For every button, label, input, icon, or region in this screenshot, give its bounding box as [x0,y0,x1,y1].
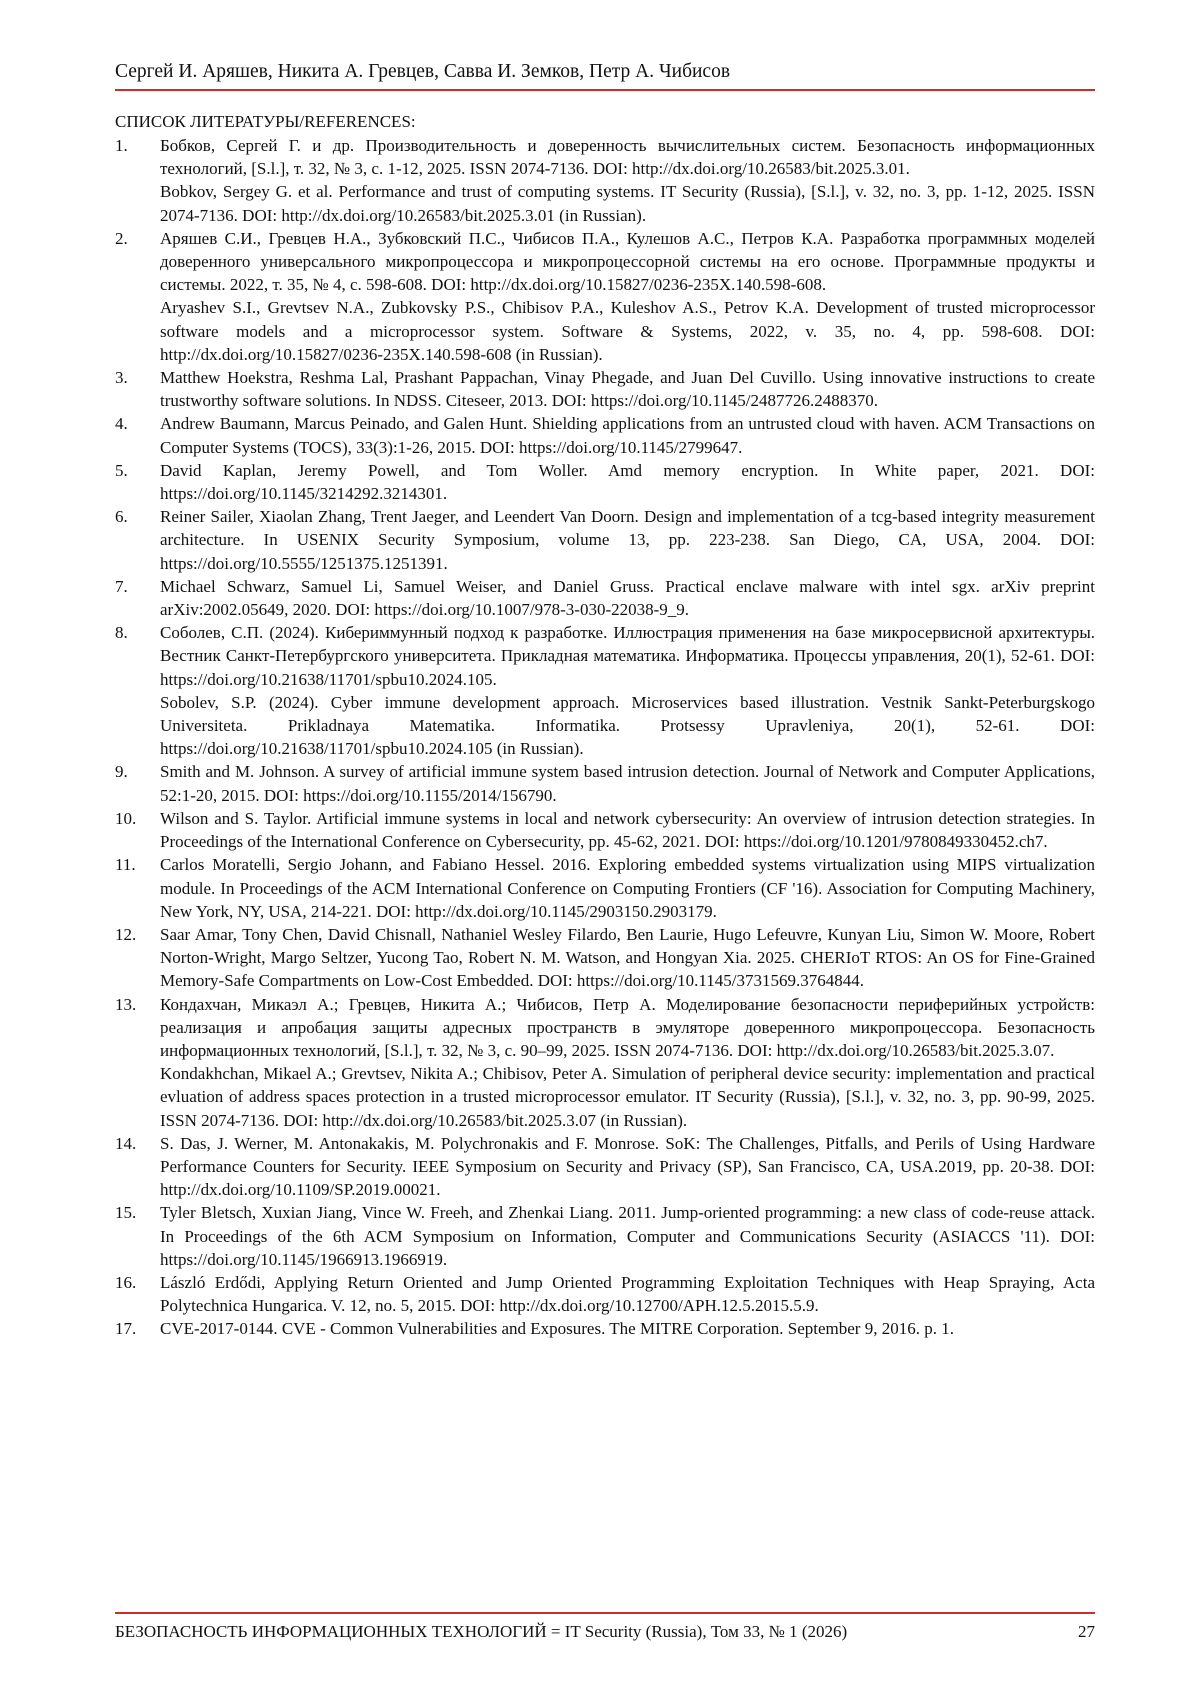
reference-number: 7. [115,576,128,596]
reference-text: Tyler Bletsch, Xuxian Jiang, Vince W. Freeh, and Zhenkai Liang. 2011. Jump-oriented programming: a new class of code-reuse attack. In Proceedings of the 6th ACM Symposium on Information, Computer and Communications Security (ASIACCS '11). DOI: https://doi.org/10.1145/1966913.1966919. [160,1203,1095,1269]
reference-text: Аряшев С.И., Гревцев Н.А., Зубковский П.С., Чибисов П.А., Кулешов А.С., Петров К.А. Разработка программных моделей доверенного универсального микропроцессора и микропроцессорной системы на его основе. Программные продукты и системы. 2022, т. 35, № 4, с. 598-608. DOI: http://dx.doi.org/10.15827/0236-235X.140.598-608. [160,228,1095,295]
header-authors: Сергей И. Аряшев, Никита А. Гревцев, Савва И. Земков, Петр А. Чибисов [115,61,731,82]
reference-item [115,575,1095,621]
page-number: 27 [1078,1622,1095,1641]
reference-number: 6. [115,507,128,527]
reference-text: Carlos Moratelli, Sergio Johann, and Fabiano Hessel. 2016. Exploring embedded systems virtualization using MIPS virtualization module. In Proceedings of the ACM International Conference on Computing Frontiers (CF '16). Association for Computing Machinery, New York, NY, USA, 214-221. DOI: http://dx.doi.org/10.1145/2903150.2903179. [160,855,1095,921]
running-footer [115,1620,1095,1644]
reference-item [115,412,1095,458]
reference-text: Reiner Sailer, Xiaolan Zhang, Trent Jaeger, and Leendert Van Doorn. Design and implementation of a tcg-based integrity measurement architecture. In USENIX Security Symposium, volume 13, pp. 223-238. San Diego, CA, USA, 2004. DOI: https://doi.org/10.5555/1251375.1251391. [160,507,1095,573]
reference-text: Wilson and S. Taylor. Artificial immune systems in local and network cybersecurity: An overview of intrusion detection strategies. In Proceedings of the International Conference on Cybersecurity, pp. 45-62, 2021. DOI: https://doi.org/10.1201/9780849330452.ch7. [160,808,1095,852]
reference-item [115,459,1095,505]
reference-number: 10. [115,808,137,828]
running-header [115,60,1095,84]
reference-item [115,807,1095,853]
reference-number: 3. [115,368,128,388]
reference-number: 1. [115,136,128,155]
reference-text: László Erdődi, Applying Return Oriented and Jump Oriented Programming Exploitation Techniques with Heap Spraying, Acta Polytechnica Hungarica. V. 12, no. 5, 2015. DOI: http://dx.doi.org/10.12700/APH.12.5.2015.5.9. [160,1272,1095,1316]
reference-text: Соболев, С.П. (2024). Кибериммунный подход к разработке. Иллюстрация применения на базе микросервисной архитектуры. Вестник Санкт-Петербургского университета. Прикладная математика. Информатика. Процессы управления, 20(1), 52-61. DOI: https://doi.org/10.21638/11701/spbu10.2024.105. [160,623,1095,689]
footer-rule [115,1612,1095,1614]
reference-item [115,1271,1095,1317]
reference-text: Smith and M. Johnson. A survey of artificial immune system based intrusion detection. Journal of Network and Computer Applications, 52:1-20, 2015. DOI: https://doi.org/10.1155/2014/156790. [160,762,1095,805]
reference-item [115,923,1095,993]
reference-translation: Sobolev, S.P. (2024). Cyber immune development approach. Microservices based illustration. Vestnik Sankt-Peterburgskogo Universiteta. Prikladnaya Matematika. Informatika. Protsessy Upravleniya, 20(1), 52-61. DOI: https://doi.org/10.21638/11701/spbu10.2024.105 (in Russian). [160,692,1095,759]
reference-text: S. Das, J. Werner, M. Antonakakis, M. Polychronakis and F. Monrose. SoK: The Challenges, Pitfalls, and Perils of Using Hardware Performance Counters for Security. IEEE Symposium on Security and Privacy (SP), San Francisco, CA, USA.2019, pp. 20-38. DOI: http://dx.doi.org/10.1109/SP.2019.00021. [160,1133,1095,1200]
reference-text: David Kaplan, Jeremy Powell, and Tom Woller. Amd memory encryption. In White paper, 2021. DOI: https://doi.org/10.1145/3214292.3214301. [160,460,1095,504]
references-section [115,110,1095,1341]
reference-item [115,993,1095,1132]
reference-item [115,1132,1095,1202]
reference-number: 17. [115,1319,137,1339]
reference-text: Michael Schwarz, Samuel Li, Samuel Weiser, and Daniel Gruss. Practical enclave malware with intel sgx. arXiv preprint arXiv:2002.05649, 2020. DOI: https://doi.org/10.1007/978-3-030-22038-9_9. [160,576,1095,620]
reference-number: 15. [115,1203,137,1223]
reference-number: 5. [115,460,128,480]
reference-item [115,134,1095,227]
header-rule [115,89,1095,91]
reference-number: 13. [115,994,137,1014]
reference-list [115,134,1095,1341]
reference-item [115,1201,1095,1271]
reference-number: 11. [115,855,136,875]
reference-number: 4. [115,414,128,434]
reference-item [115,366,1095,412]
references-heading: СПИСОК ЛИТЕРАТУРЫ/REFERENCES: [115,112,416,131]
reference-text: Matthew Hoekstra, Reshma Lal, Prashant Pappachan, Vinay Phegade, and Juan Del Cuvillo. Using innovative instructions to create trustworthy software solutions. In NDSS. Citeseer, 2013. DOI: https://doi.org/10.1145/2487726.2488370. [160,368,1095,411]
reference-translation: Aryashev S.I., Grevtsev N.A., Zubkovsky P.S., Chibisov P.A., Kuleshov A.S., Petrov K.A. Development of trusted microprocessor software models and a microprocessor system. Software & Systems, 2022, v. 35, no. 4, pp. 598-608. DOI: http://dx.doi.org/10.15827/0236-235X.140.598-608 (in Russian). [160,298,1095,364]
reference-number: 8. [115,623,128,643]
reference-item [115,760,1095,806]
reference-text: Бобков, Сергей Г. и др. Производительность и доверенность вычислительных систем. Безопасность информационных технологий, [S.l.], т. 32, № 3, с. 1-12, 2025. ISSN 2074-7136. DOI: http://dx.doi.org/10.26583/bit.2025.3.01. [160,136,1095,179]
reference-item [115,227,1095,366]
reference-text: Andrew Baumann, Marcus Peinado, and Galen Hunt. Shielding applications from an untrusted cloud with haven. ACM Transactions on Computer Systems (TOCS), 33(3):1-26, 2015. DOI: https://doi.org/10.1145/2799647. [160,414,1095,457]
reference-translation: Bobkov, Sergey G. et al. Performance and trust of computing systems. IT Security (Russia), [S.l.], v. 32, no. 3, pp. 1-12, 2025. ISSN 2074-7136. DOI: http://dx.doi.org/10.26583/bit.2025.3.01 (in Russian). [160,182,1095,225]
reference-number: 12. [115,924,137,944]
reference-translation: Kondakhchan, Mikael A.; Grevtsev, Nikita A.; Chibisov, Peter A. Simulation of peripheral device security: implementation and practical evluation of address spaces protection in a trusted microprocessor emulator. IT Security (Russia), [S.l.], v. 32, no. 3, pp. 90-99, 2025. ISSN 2074-7136. DOI: http://dx.doi.org/10.26583/bit.2025.3.07 (in Russian). [160,1064,1095,1130]
reference-text: CVE-2017-0144. CVE - Common Vulnerabilities and Exposures. The MITRE Corporation. September 9, 2016. p. 1. [160,1319,954,1339]
reference-item [115,853,1095,923]
reference-item [115,621,1095,760]
reference-item [115,505,1095,575]
reference-number: 14. [115,1133,137,1153]
reference-item [115,1317,1095,1340]
reference-text: Кондахчан, Микаэл А.; Гревцев, Никита А.; Чибисов, Петр А. Моделирование безопасности периферийных устройств: реализация и апробация защиты адресных пространств в эмуляторе доверенного микропроцессора. Безопасность информационных технологий, [S.l.], т. 32, № 3, с. 90–99, 2025. ISSN 2074-7136. DOI: http://dx.doi.org/10.26583/bit.2025.3.07. [160,994,1095,1060]
reference-text: Saar Amar, Tony Chen, David Chisnall, Nathaniel Wesley Filardo, Ben Laurie, Hugo Lefeuvre, Kunyan Liu, Simon W. Moore, Robert Norton-Wright, Margo Seltzer, Yucong Tao, Robert N. M. Watson, and Hongyan Xia. 2025. CHERIoT RTOS: An OS for Fine-Grained Memory-Safe Compartments on Low-Cost Embedded. DOI: https://doi.org/10.1145/3731569.3764844. [160,924,1095,991]
reference-number: 9. [115,762,128,782]
reference-number: 16. [115,1272,137,1292]
footer-journal: БЕЗОПАСНОСТЬ ИНФОРМАЦИОННЫХ ТЕХНОЛОГИЙ = IT Security (Russia), Том 33, № 1 (2026) [115,1622,848,1641]
reference-number: 2. [115,228,128,248]
